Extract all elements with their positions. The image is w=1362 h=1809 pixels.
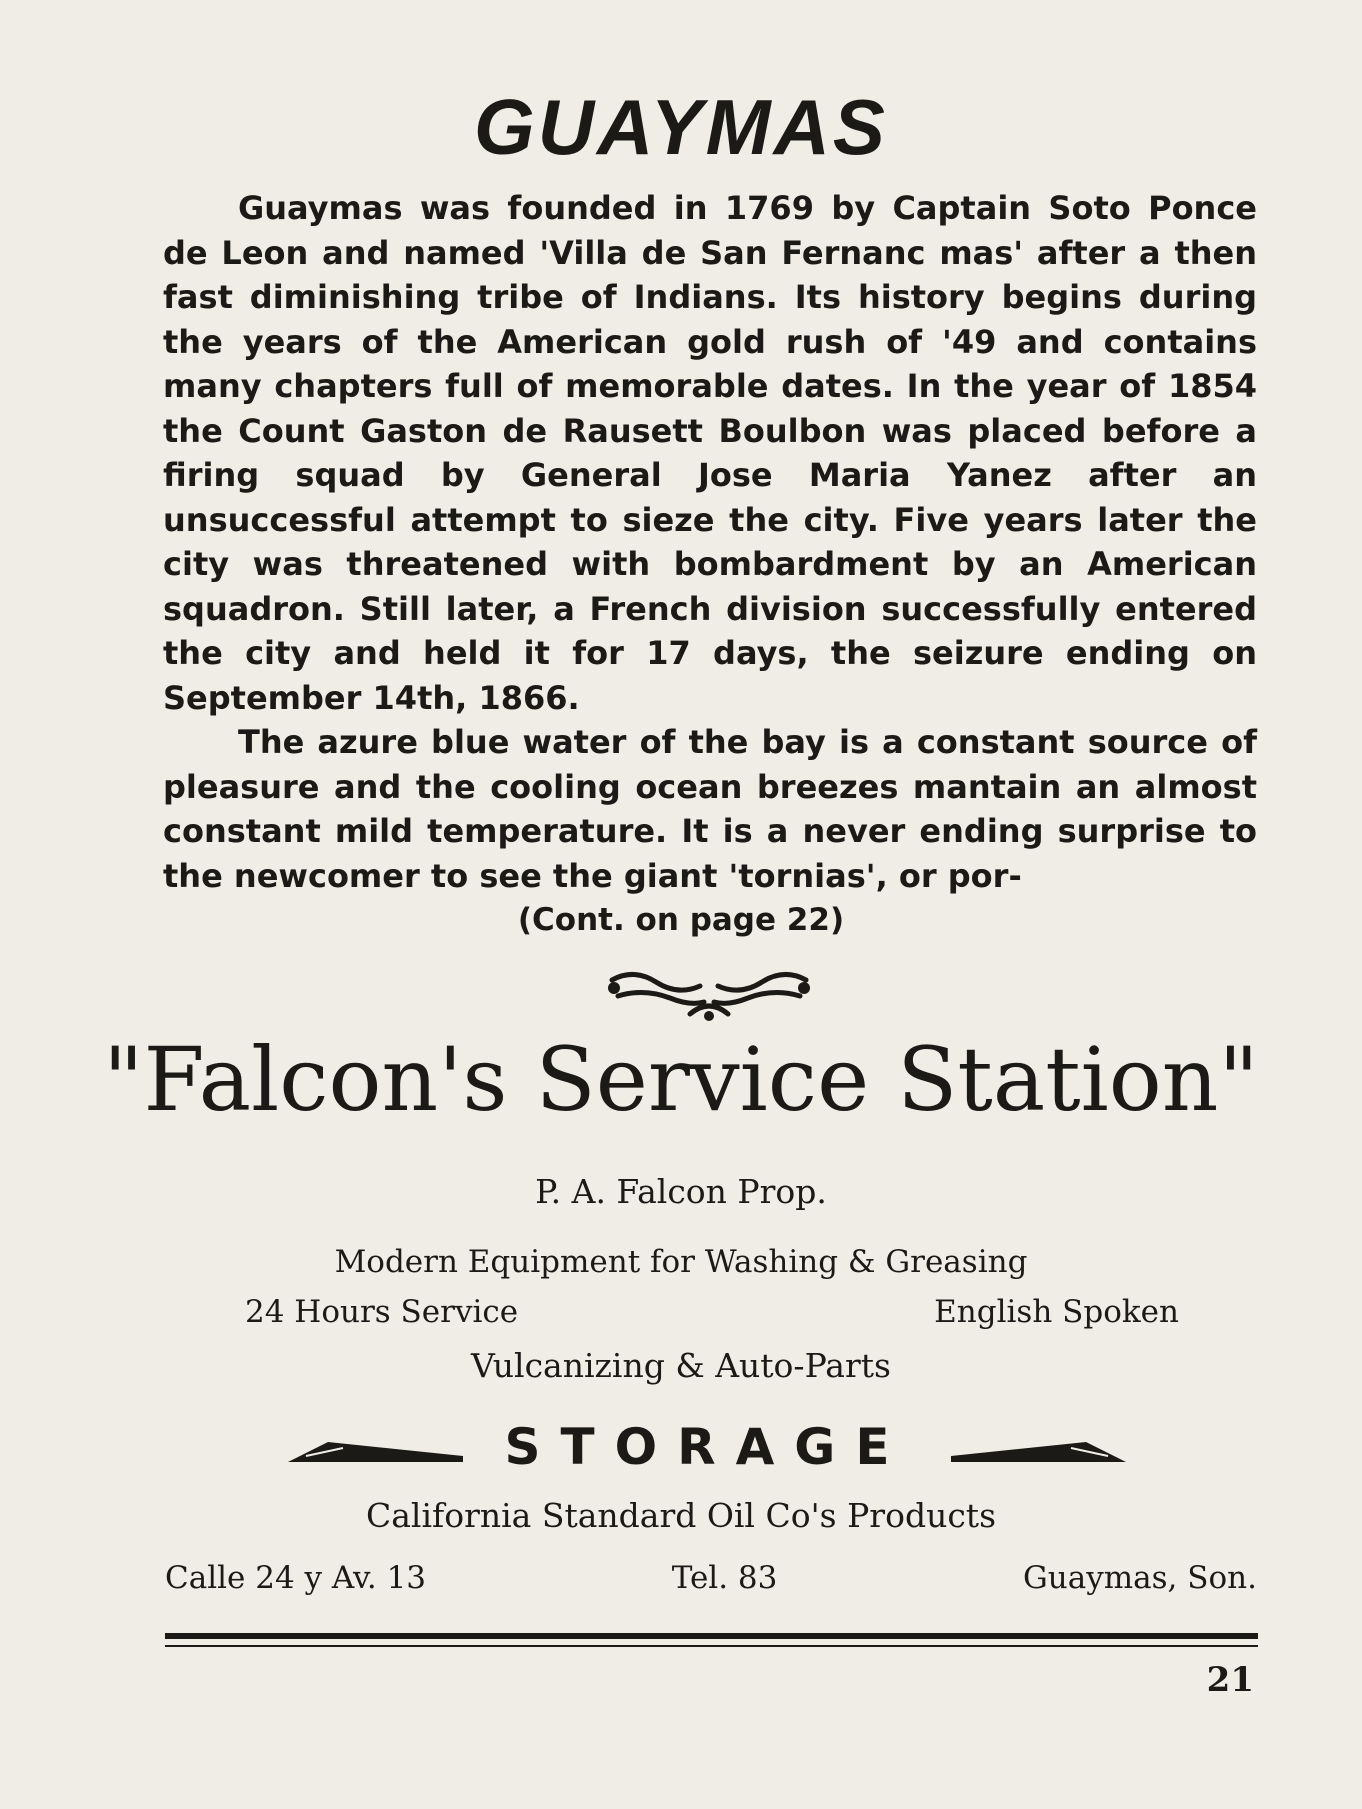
ad-phone: Tel. 83 [671,1560,778,1596]
article-title: GUAYMAS [474,83,888,171]
right-arrow-flourish-icon [951,1438,1126,1466]
ad-contact-row [165,1560,1257,1596]
article-paragraph: The azure blue water of the bay is a constant source of pleasure and the cooling ocean breezes mantain an almost constant mild temperature. It is a never ending surprise to the newcomer to see the giant 'tornias', or por- [163,723,1257,895]
bottom-rule-thick [165,1633,1258,1639]
storage-heading: STORAGE [504,1418,910,1476]
ad-language: English Spoken [934,1294,1179,1330]
ad-products: California Standard Oil Co's Products [365,1496,996,1535]
storage-banner [288,1418,1126,1482]
ad-services: Vulcanizing & Auto-Parts [471,1346,891,1385]
continuation-note: (Cont. on page 22) [517,902,845,938]
ad-equipment: Modern Equipment for Washing & Greasing [334,1244,1028,1280]
article-body [163,186,1257,898]
ad-city: Guaymas, Son. [1023,1560,1257,1596]
page-number: 21 [1206,1660,1254,1700]
bottom-rule-thin [165,1645,1258,1647]
article-paragraph: Guaymas was founded in 1769 by Captain Soto Ponce de Leon and named 'Villa de San Fernanc mas' after a then fast diminishing tribe of Indians. Its history begins during the years of the American gold rush of '49 and contains many chapters full of memorable dates. In the year of 1854 the Count Gaston de Rausett Boulbon was placed before a firing squad by General Jose Maria Yanez after an unsuccessful attempt to sieze the city. Five years later the city was threatened with bombardment by an American squadron. Still later, a French division successfully entered the city and held it for 17 days, the seizure ending on September 14th, 1866. [163,189,1257,717]
ad-business-name: "Falcon's Service Station" [103,1028,1259,1131]
ad-hours-row [245,1294,1179,1330]
ad-proprietor: P. A. Falcon Prop. [535,1172,827,1211]
ad-address: Calle 24 y Av. 13 [165,1560,427,1596]
ad-hours: 24 Hours Service [245,1294,519,1330]
ornament-divider-icon [604,962,814,1026]
